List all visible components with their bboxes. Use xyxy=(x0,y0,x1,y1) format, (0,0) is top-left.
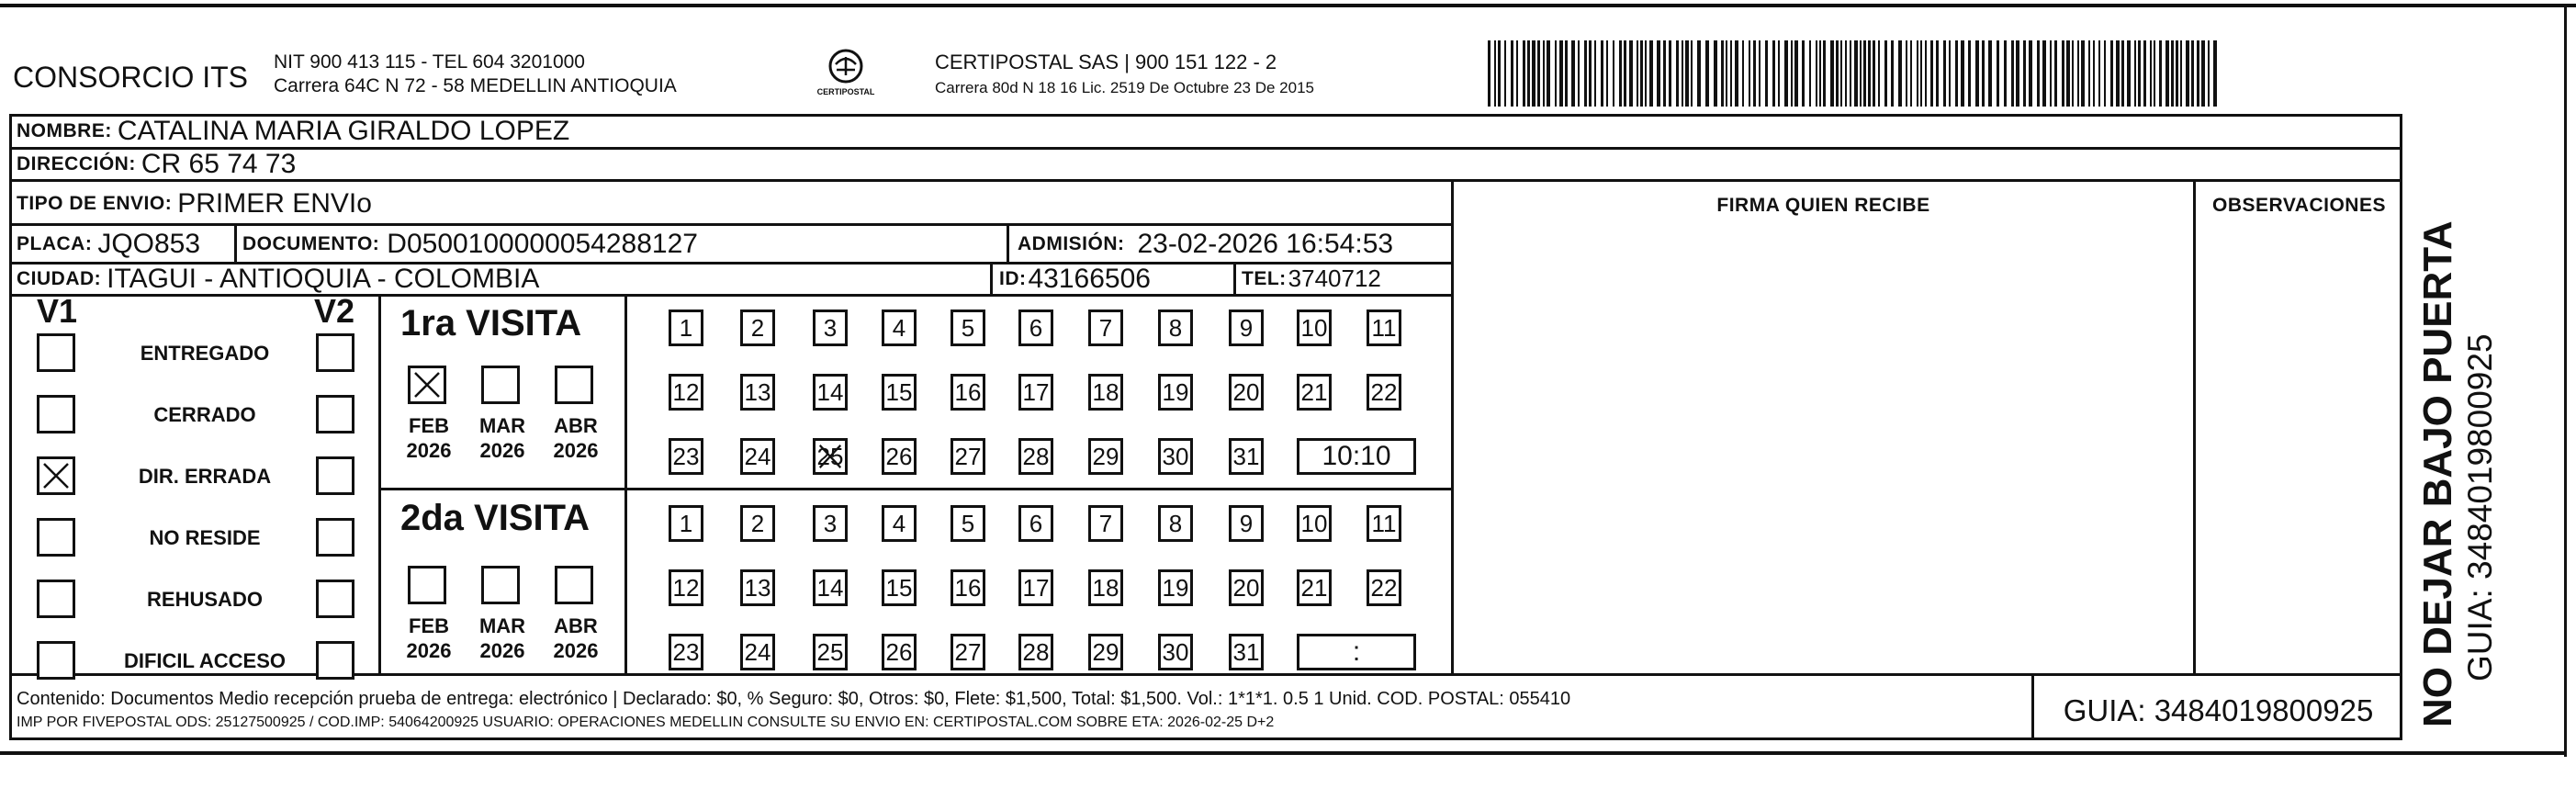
tel-value: 3740712 xyxy=(1288,265,1381,292)
day-box[interactable]: 3 xyxy=(813,310,848,346)
rule xyxy=(624,294,627,673)
visit2-title: 2da VISITA xyxy=(400,498,590,538)
id-value: 43166506 xyxy=(1028,263,1151,294)
day-box[interactable]: 10 xyxy=(1297,310,1332,346)
nombre-value: CATALINA MARIA GIRALDO LOPEZ xyxy=(117,116,570,146)
status-label: NO RESIDE xyxy=(149,526,261,549)
month-checkbox[interactable] xyxy=(408,366,446,404)
day-box[interactable]: 23 xyxy=(669,438,703,475)
footer-print-info: IMP POR FIVEPOSTAL ODS: 25127500925 / COD.IMP: 54064200925 USUARIO: OPERACIONES MEDELLIN CONSULTE SU ENVIO EN: CERTIPOSTAL.COM SOBRE ETA: 2026-02-25 D+2 xyxy=(17,715,1275,730)
day-box[interactable]: 19 xyxy=(1158,569,1193,606)
month-label: FEB 2026 xyxy=(406,614,452,662)
month-label: MAR 2026 xyxy=(478,614,526,662)
company-address: Carrera 64C N 72 - 58 MEDELLIN ANTIOQUIA xyxy=(274,75,677,96)
day-box[interactable]: 21 xyxy=(1297,374,1332,411)
day-box[interactable]: 24 xyxy=(740,438,775,475)
v2-checkbox[interactable] xyxy=(316,641,354,680)
nombre-row xyxy=(17,116,569,147)
v2-checkbox[interactable] xyxy=(316,395,354,433)
rule xyxy=(9,179,2402,182)
time-box[interactable]: : xyxy=(1297,634,1416,670)
warning-no-dejar: NO DEJAR BAJO PUERTA xyxy=(2415,220,2460,727)
day-box[interactable]: 24 xyxy=(740,634,775,670)
month-checkbox[interactable] xyxy=(408,566,446,604)
day-box[interactable]: 7 xyxy=(1088,505,1123,542)
page-bottom-edge xyxy=(0,751,2567,755)
certipostal-logo xyxy=(808,46,883,105)
documento-value: D0500100000054288127 xyxy=(387,228,698,259)
day-box[interactable]: 9 xyxy=(1229,310,1264,346)
observaciones-header: OBSERVACIONES xyxy=(2212,195,2386,216)
placa-row xyxy=(17,226,200,262)
rule xyxy=(1233,262,1236,294)
day-box[interactable]: 23 xyxy=(669,634,703,670)
ciudad-value: ITAGUI - ANTIOQUIA - COLOMBIA xyxy=(107,263,540,294)
day-box[interactable]: 6 xyxy=(1018,310,1053,346)
rule xyxy=(1007,223,1009,262)
direccion-row xyxy=(17,149,296,179)
status-label: REHUSADO xyxy=(147,588,263,611)
rule xyxy=(9,673,2402,676)
day-box[interactable]: 16 xyxy=(951,569,985,606)
page-right-edge xyxy=(2564,4,2567,757)
day-box[interactable]: 8 xyxy=(1158,310,1193,346)
x-mark-icon xyxy=(42,462,70,490)
rule xyxy=(378,294,381,673)
day-box[interactable]: 1 xyxy=(669,505,703,542)
day-box[interactable]: 22 xyxy=(1367,374,1401,411)
day-box[interactable]: 14 xyxy=(813,374,848,411)
v2-header: V2 xyxy=(314,292,355,330)
time-box[interactable]: 10:10 xyxy=(1297,438,1416,475)
status-label: DIFICIL ACCESO xyxy=(123,649,286,672)
day-box[interactable]: 11 xyxy=(1367,310,1401,346)
page-top-edge xyxy=(0,4,2576,7)
day-box[interactable]: 1 xyxy=(669,310,703,346)
tipo-value: PRIMER ENVIo xyxy=(177,188,372,219)
rule xyxy=(234,223,237,262)
month-label: MAR 2026 xyxy=(478,414,526,462)
status-label: CERRADO xyxy=(153,403,256,426)
ciudad-label: CIUDAD: xyxy=(17,267,102,289)
company-name: CONSORCIO ITS xyxy=(13,61,249,94)
tel-row xyxy=(1242,264,1381,294)
company-nit: NIT 900 413 115 - TEL 604 3201000 xyxy=(274,51,585,73)
day-box[interactable]: 12 xyxy=(669,569,703,606)
day-box[interactable]: 22 xyxy=(1367,569,1401,606)
day-box[interactable]: 2 xyxy=(740,310,775,346)
day-box[interactable]: 3 xyxy=(813,505,848,542)
day-box[interactable]: 29 xyxy=(1088,438,1123,475)
day-box[interactable]: 11 xyxy=(1367,505,1401,542)
day-box[interactable]: 10 xyxy=(1297,505,1332,542)
day-box[interactable]: 27 xyxy=(951,634,985,670)
firma-header: FIRMA QUIEN RECIBE xyxy=(1716,195,1930,216)
day-box[interactable]: 12 xyxy=(669,374,703,411)
admision-row xyxy=(1018,226,1393,262)
day-box[interactable]: 26 xyxy=(882,438,917,475)
footer-contents: Contenido: Documentos Medio recepción prueba de entrega: electrónico | Declarado: $0, % Seguro: $0, Otros: $0, Flete: $1,500, Total: $1,500. Vol.: 1*1*1. 0.5 1 Unid. COD. POSTAL: 055410 xyxy=(17,689,1571,709)
tipo-row xyxy=(17,187,372,220)
day-box[interactable]: 28 xyxy=(1018,634,1053,670)
month-checkbox[interactable] xyxy=(555,366,593,404)
id-row xyxy=(999,264,1151,294)
v2-checkbox[interactable] xyxy=(316,580,354,618)
day-box[interactable]: 28 xyxy=(1018,438,1053,475)
day-box[interactable]: 18 xyxy=(1088,569,1123,606)
logo-text: CERTIPOSTAL xyxy=(816,87,875,96)
carrier-license: Carrera 80d N 18 16 Lic. 2519 De Octubre 23 De 2015 xyxy=(935,79,1314,96)
v1-checkbox[interactable] xyxy=(37,518,75,557)
direccion-label: DIRECCIÓN: xyxy=(17,152,136,174)
v2-checkbox[interactable] xyxy=(316,333,354,372)
day-box[interactable]: 7 xyxy=(1088,310,1123,346)
day-box[interactable]: 18 xyxy=(1088,374,1123,411)
month-label: ABR 2026 xyxy=(553,614,599,662)
x-mark-icon xyxy=(818,444,842,469)
day-box[interactable]: 5 xyxy=(951,310,985,346)
day-box[interactable]: 17 xyxy=(1018,569,1053,606)
day-box[interactable]: 31 xyxy=(1229,438,1264,475)
day-box[interactable]: 13 xyxy=(740,374,775,411)
v1-checkbox[interactable] xyxy=(37,580,75,618)
day-box[interactable]: 31 xyxy=(1229,634,1264,670)
day-box[interactable]: 8 xyxy=(1158,505,1193,542)
v1-checkbox[interactable] xyxy=(37,456,75,495)
day-box[interactable]: 20 xyxy=(1229,374,1264,411)
day-box[interactable]: 14 xyxy=(813,569,848,606)
day-box[interactable]: 4 xyxy=(882,505,917,542)
v1-checkbox[interactable] xyxy=(37,641,75,680)
day-box[interactable]: 29 xyxy=(1088,634,1123,670)
tel-label: TEL: xyxy=(1242,267,1287,289)
day-box[interactable]: 17 xyxy=(1018,374,1053,411)
documento-row xyxy=(242,226,698,262)
day-box[interactable]: 15 xyxy=(882,374,917,411)
month-label: FEB 2026 xyxy=(406,414,452,462)
rule xyxy=(990,262,993,294)
day-box[interactable]: 30 xyxy=(1158,438,1193,475)
barcode xyxy=(1488,40,2222,107)
day-box[interactable]: 25 xyxy=(813,634,848,670)
month-label: ABR 2026 xyxy=(553,414,599,462)
day-box[interactable]: 2 xyxy=(740,505,775,542)
rule xyxy=(2193,179,2196,673)
visit1-title: 1ra VISITA xyxy=(400,303,582,343)
month-checkbox[interactable] xyxy=(481,566,520,604)
day-box[interactable]: 15 xyxy=(882,569,917,606)
day-box[interactable]: 20 xyxy=(1229,569,1264,606)
day-box[interactable]: 6 xyxy=(1018,505,1053,542)
placa-value: JQO853 xyxy=(97,228,201,259)
tipo-label: TIPO DE ENVIO: xyxy=(17,193,173,214)
admision-label: ADMISIÓN: xyxy=(1018,232,1125,254)
x-mark-icon xyxy=(413,371,441,399)
v1-checkbox[interactable] xyxy=(37,333,75,372)
v1-checkbox[interactable] xyxy=(37,395,75,433)
day-box[interactable]: 19 xyxy=(1158,374,1193,411)
day-box[interactable]: 4 xyxy=(882,310,917,346)
day-box[interactable]: 5 xyxy=(951,505,985,542)
status-label: ENTREGADO xyxy=(140,342,270,365)
admision-value: 23-02-2026 16:54:53 xyxy=(1137,228,1394,259)
carrier-info: CERTIPOSTAL SAS | 900 151 122 - 2 xyxy=(935,51,1277,73)
v1-header: V1 xyxy=(37,292,78,330)
status-label: DIR. ERRADA xyxy=(138,465,272,488)
nombre-label: NOMBRE: xyxy=(17,120,112,141)
placa-label: PLACA: xyxy=(17,232,93,254)
day-box[interactable]: 16 xyxy=(951,374,985,411)
day-box[interactable]: 27 xyxy=(951,438,985,475)
rule xyxy=(378,488,1454,490)
day-box[interactable]: 21 xyxy=(1297,569,1332,606)
ciudad-row xyxy=(17,264,539,294)
month-checkbox[interactable] xyxy=(481,366,520,404)
day-box[interactable]: 13 xyxy=(740,569,775,606)
v2-checkbox[interactable] xyxy=(316,456,354,495)
rule xyxy=(9,147,2402,150)
rule xyxy=(1451,179,1454,673)
side-guia: GUIA: 3484019800925 xyxy=(2461,333,2499,681)
v2-checkbox[interactable] xyxy=(316,518,354,557)
documento-label: DOCUMENTO: xyxy=(242,232,380,254)
guia-footer: GUIA: 3484019800925 xyxy=(2063,693,2374,727)
side-text xyxy=(2415,84,2553,727)
day-box[interactable]: 26 xyxy=(882,634,917,670)
day-box[interactable]: 30 xyxy=(1158,634,1193,670)
month-checkbox[interactable] xyxy=(555,566,593,604)
day-box[interactable]: 9 xyxy=(1229,505,1264,542)
id-label: ID: xyxy=(999,267,1027,289)
direccion-value: CR 65 74 73 xyxy=(141,148,297,179)
day-box[interactable]: 25 xyxy=(813,438,848,475)
